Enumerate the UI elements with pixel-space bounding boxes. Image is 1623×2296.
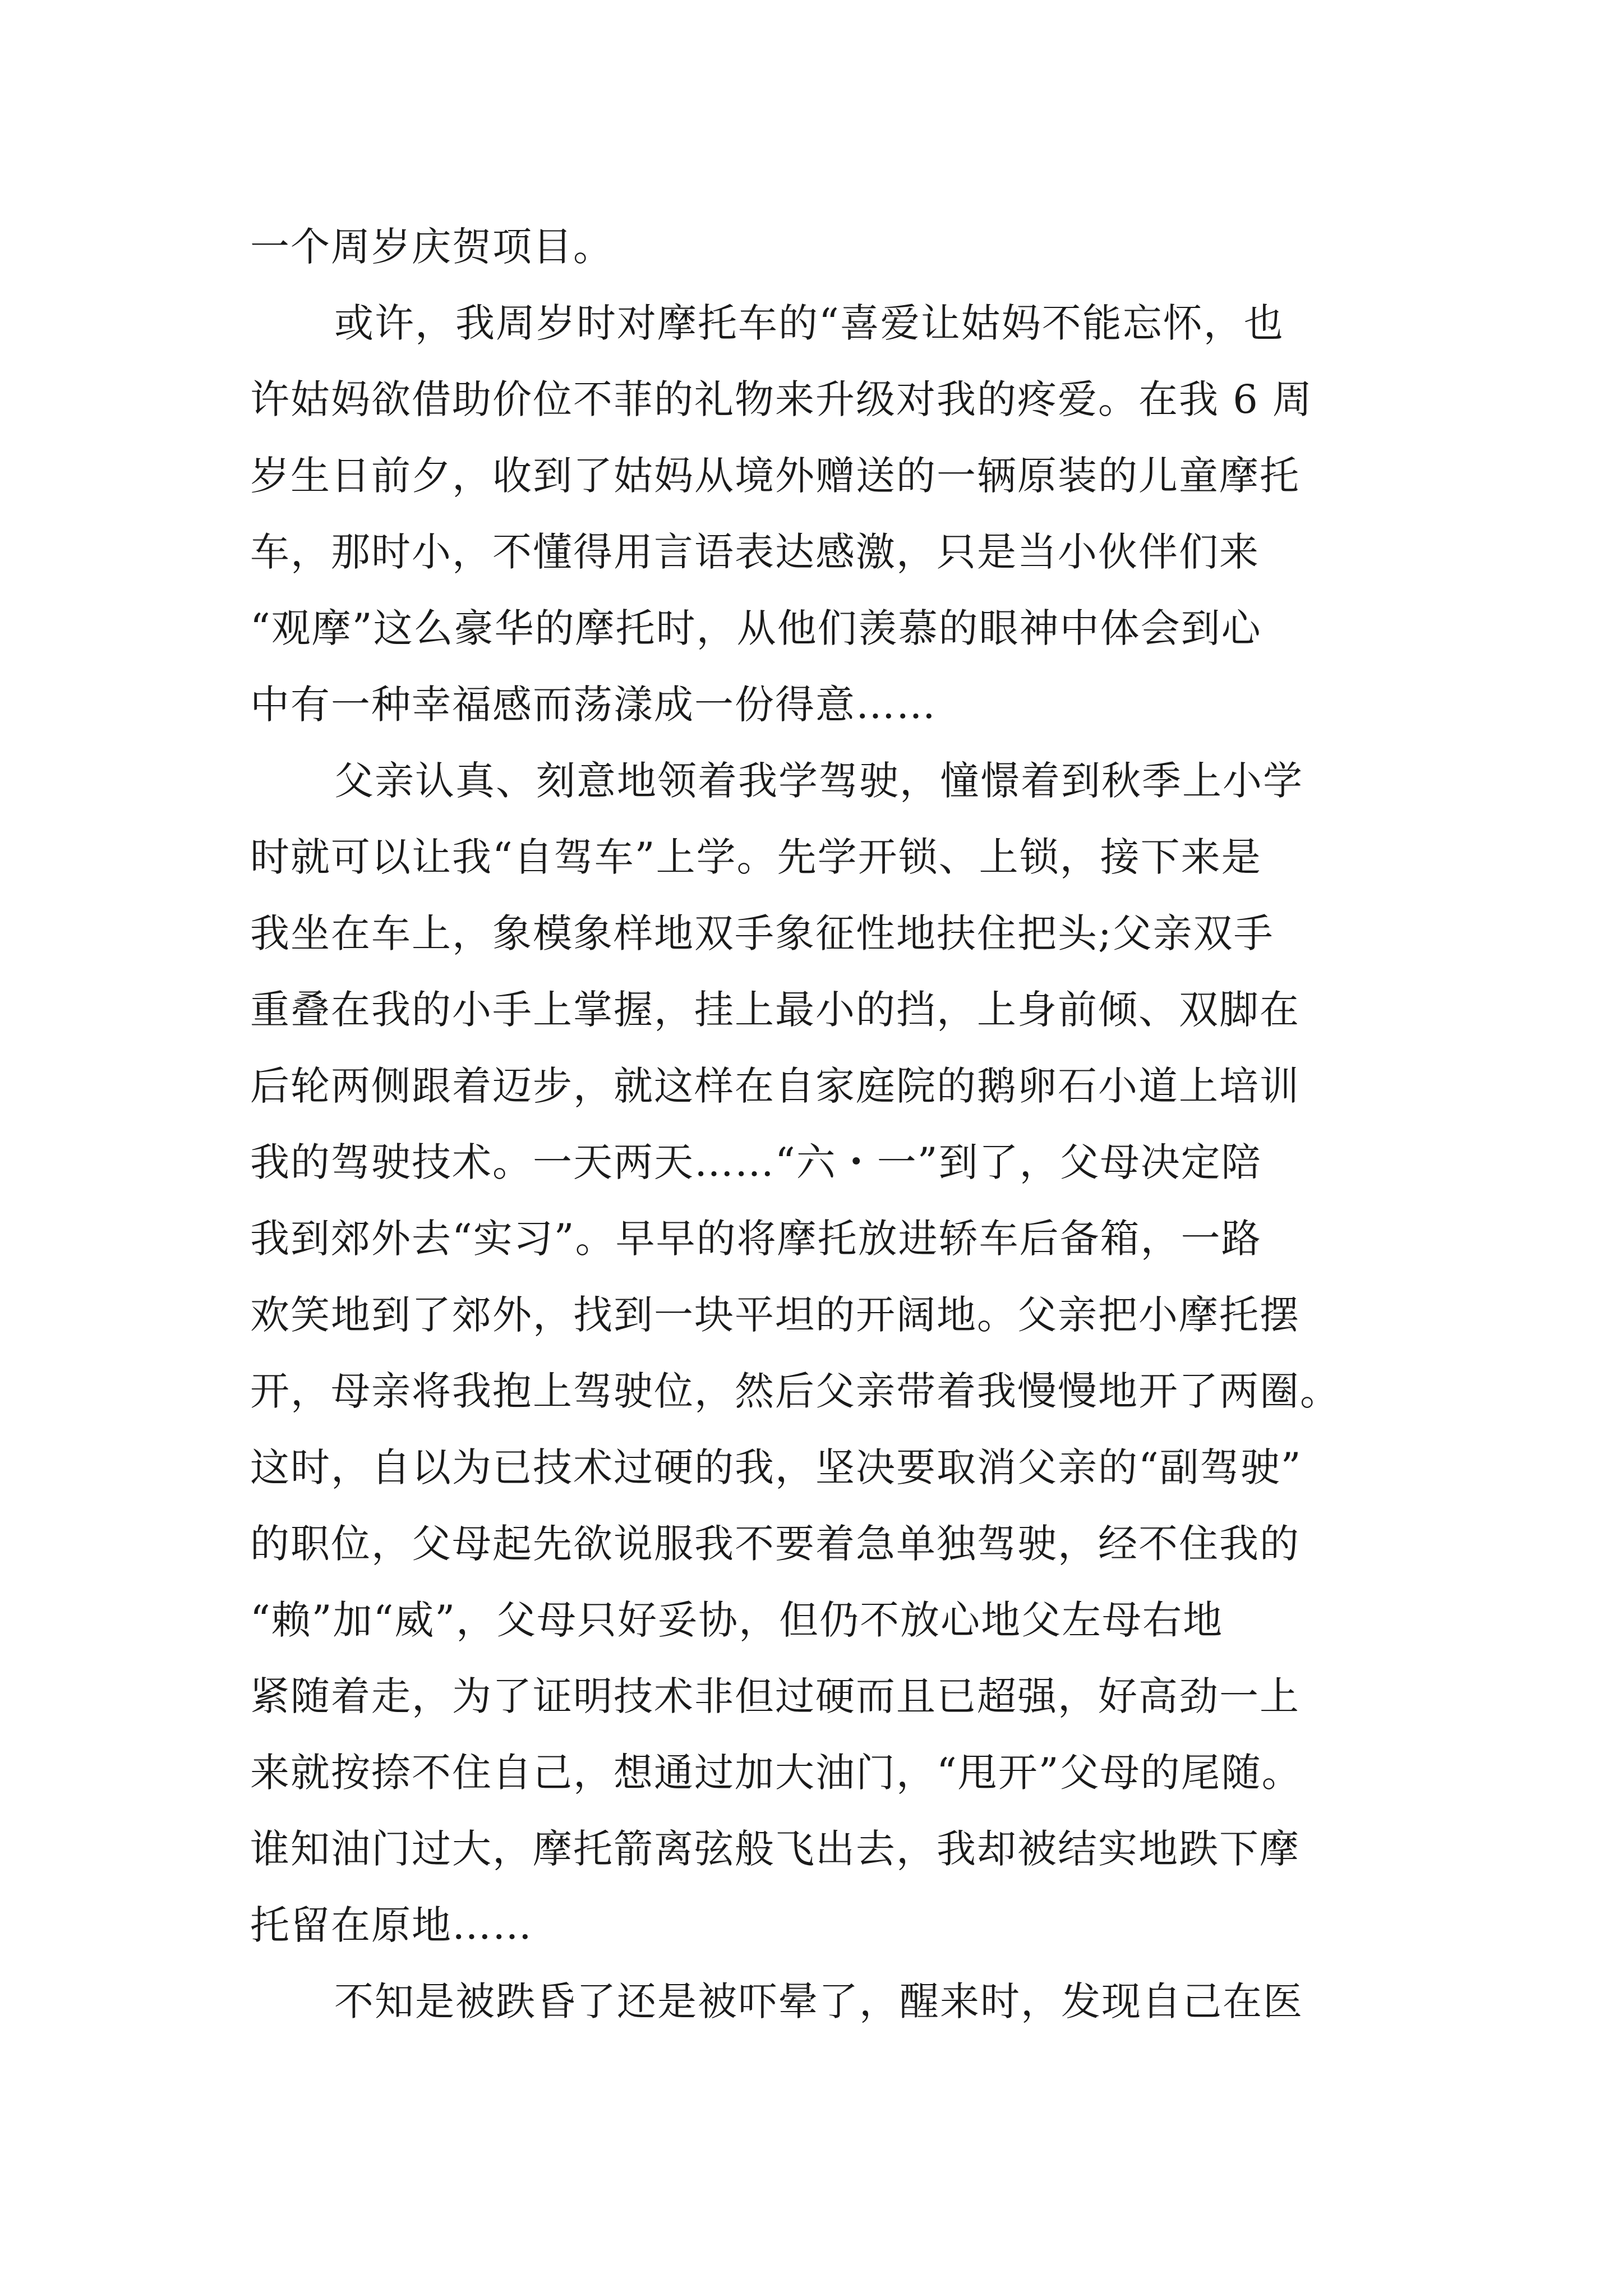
text-line: 我的驾驶技术。一天两天……“六・一”到了，父母决定陪 [250, 1139, 1262, 1185]
text-line: 中有一种幸福感而荡漾成一份得意…… [250, 682, 937, 728]
text-line: 紧随着走，为了证明技术非但过硬而且已超强，好高劲一上 [250, 1673, 1300, 1719]
paragraph-first-line: 不知是被跌昏了还是被吓晕了，醒来时，发现自己在医 [334, 1978, 1303, 2024]
text-line: “赖”加“威”，父母只好妥协，但仍不放心地父左母右地 [250, 1597, 1224, 1643]
text-line: 重叠在我的小手上掌握，挂上最小的挡，上身前倾、双脚在 [250, 987, 1300, 1033]
text-line: “观摩”这么豪华的摩托时，从他们羡慕的眼神中体会到心 [250, 605, 1262, 651]
text-line: 这时，自以为已技术过硬的我，坚决要取消父亲的“副驾驶” [250, 1444, 1302, 1490]
text-line: 来就按捺不住自己，想通过加大油门，“甩开”父母的尾随。 [250, 1750, 1302, 1796]
text-line: 我坐在车上，象模象样地双手象征性地扶住把头;父亲双手 [250, 910, 1274, 956]
text-line: 开，母亲将我抱上驾驶位，然后父亲带着我慢慢地开了两圈。 [250, 1368, 1340, 1414]
text-line: 托留在原地…… [250, 1902, 533, 1948]
text-line: 后轮两侧跟着迈步，就这样在自家庭院的鹅卵石小道上培训 [250, 1063, 1300, 1109]
paragraph-first-line: 父亲认真、刻意地领着我学驾驶，憧憬着到秋季上小学 [334, 758, 1303, 804]
text-line: 时就可以让我“自驾车”上学。先学开锁、上锁，接下来是 [250, 834, 1262, 880]
paragraph-first-line: 或许，我周岁时对摩托车的“喜爱让姑妈不能忘怀，也 [334, 300, 1284, 346]
text-line: 谁知油门过大，摩托箭离弦般飞出去，我却被结实地跌下摩 [250, 1826, 1300, 1872]
essay-text [250, 209, 1394, 2040]
text-line: 一个周岁庆贺项目。 [250, 224, 614, 270]
text-line: 岁生日前夕，收到了姑妈从境外赠送的一辆原装的儿童摩托 [250, 453, 1300, 499]
text-line: 欢笑地到了郊外，找到一块平坦的开阔地。父亲把小摩托摆 [250, 1292, 1300, 1338]
text-line: 车，那时小，不懂得用言语表达感激，只是当小伙伴们来 [250, 529, 1260, 575]
text-line: 的职位，父母起先欲说服我不要着急单独驾驶，经不住我的 [250, 1521, 1300, 1567]
text-line: 我到郊外去“实习”。早早的将摩托放进轿车后备箱，一路 [250, 1216, 1262, 1262]
text-line: 许姑妈欲借助价位不菲的礼物来升级对我的疼爱。在我 6 周 [250, 376, 1313, 422]
